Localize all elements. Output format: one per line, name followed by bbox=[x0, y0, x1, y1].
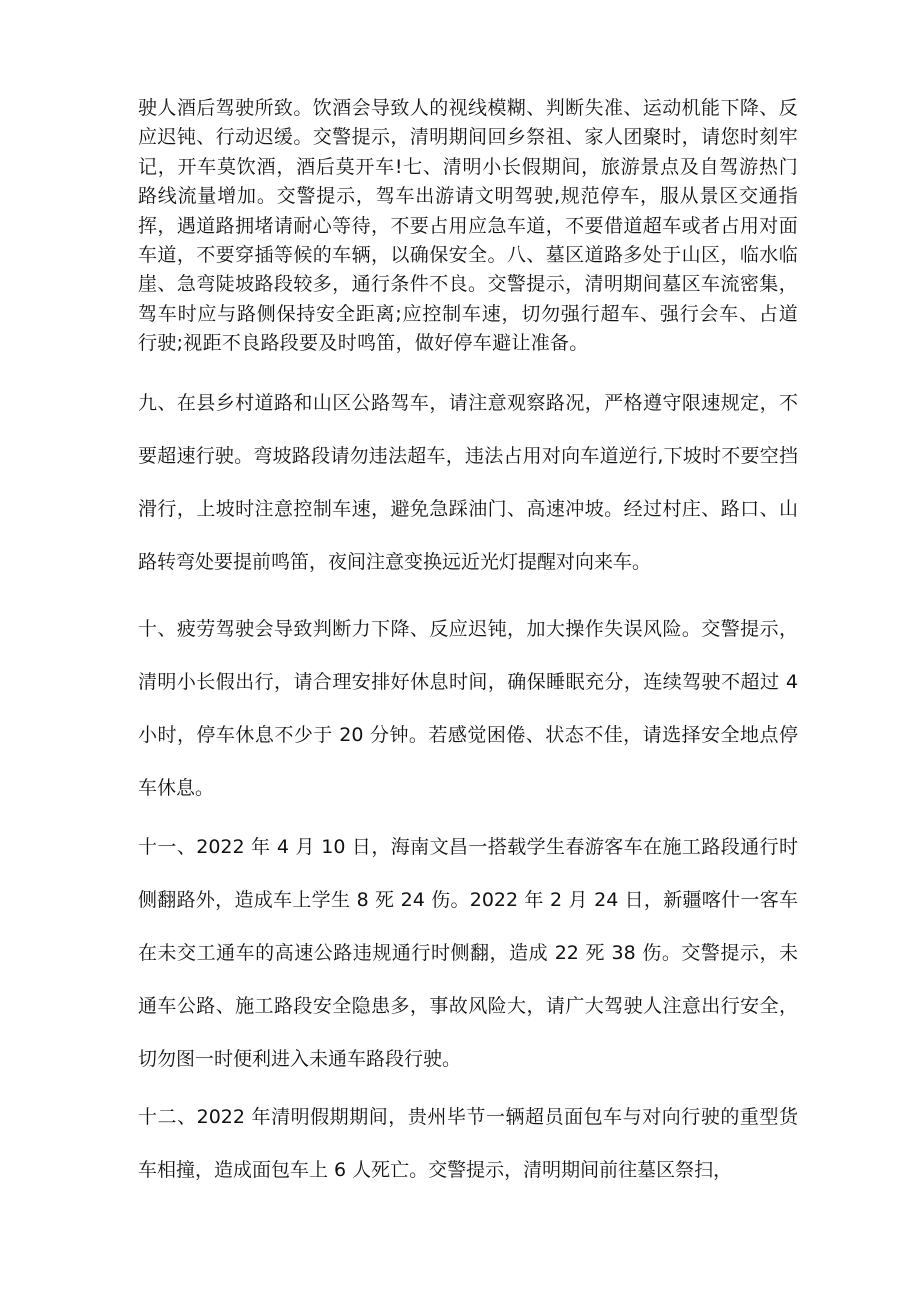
paragraph-drunk-driving-tourism-cemetery: 驶人酒后驾驶所致。饮酒会导致人的视线模糊、判断失准、运动机能下降、反应迟钝、行动迟缓。交警提示，清明期间回乡祭祖、家人团聚时，请您时刻牢记，开车莫饮酒，酒后莫开车!七、清明小长假期间，旅游景点及自驾游热门路线流量增加。交警提示，驾车出游请文明驾驶,规范停车，服从景区交通指挥，遇道路拥堵请耐心等待，不要占用应急车道，不要借道超车或者占用对面车道，不要穿插等候的车辆，以确保安全。八、墓区道路多处于山区，临水临崖、急弯陡坡路段较多，通行条件不良。交警提示，清明期间墓区车流密集，驾车时应与路侧保持安全距离;应控制车速，切勿强行超车、强行会车、占道行驶;视距不良路段要及时鸣笛，做好停车避让准备。 bbox=[138, 97, 798, 355]
paragraph-construction-road-accidents: 十一、2022 年 4 月 10 日，海南文昌一搭载学生春游客车在施工路段通行时侧翻路外，造成车上学生 8 死 24 伤。2022 年 2 月 24 日，新疆喀什一客车在未交工通车的高速公路违规通行时侧翻，造成 22 死 38 伤。交警提示，未通车公路、施工路段安全隐患多，事故风险大，请广大驾驶人注意出行安全，切勿图一时便利进入未通车路段行驶。 bbox=[138, 836, 798, 1070]
paragraph-minibus-accident: 十二、2022 年清明假期期间，贵州毕节一辆超员面包车与对向行驶的重型货车相撞，造成面包车上 6 人死亡。交警提示，清明期间前往墓区祭扫， bbox=[138, 1106, 798, 1181]
paragraph-rural-mountain-roads: 九、在县乡村道路和山区公路驾车，请注意观察路况，严格遵守限速规定，不要超速行驶。弯坡路段请勿违法超车，违法占用对向车道逆行,下坡时不要空挡滑行，上坡时注意控制车速，避免急踩油门、高速冲坡。经过村庄、路口、山路转弯处要提前鸣笛，夜间注意变换远近光灯提醒对向来车。 bbox=[138, 392, 798, 573]
paragraph-fatigue-driving: 十、疲劳驾驶会导致判断力下降、反应迟钝，加大操作失误风险。交警提示，清明小长假出行，请合理安排好休息时间，确保睡眠充分，连续驾驶不超过 4 小时，停车休息不少于 20 分钟。若感觉困倦、状态不佳，请选择安全地点停车休息。 bbox=[138, 618, 798, 799]
